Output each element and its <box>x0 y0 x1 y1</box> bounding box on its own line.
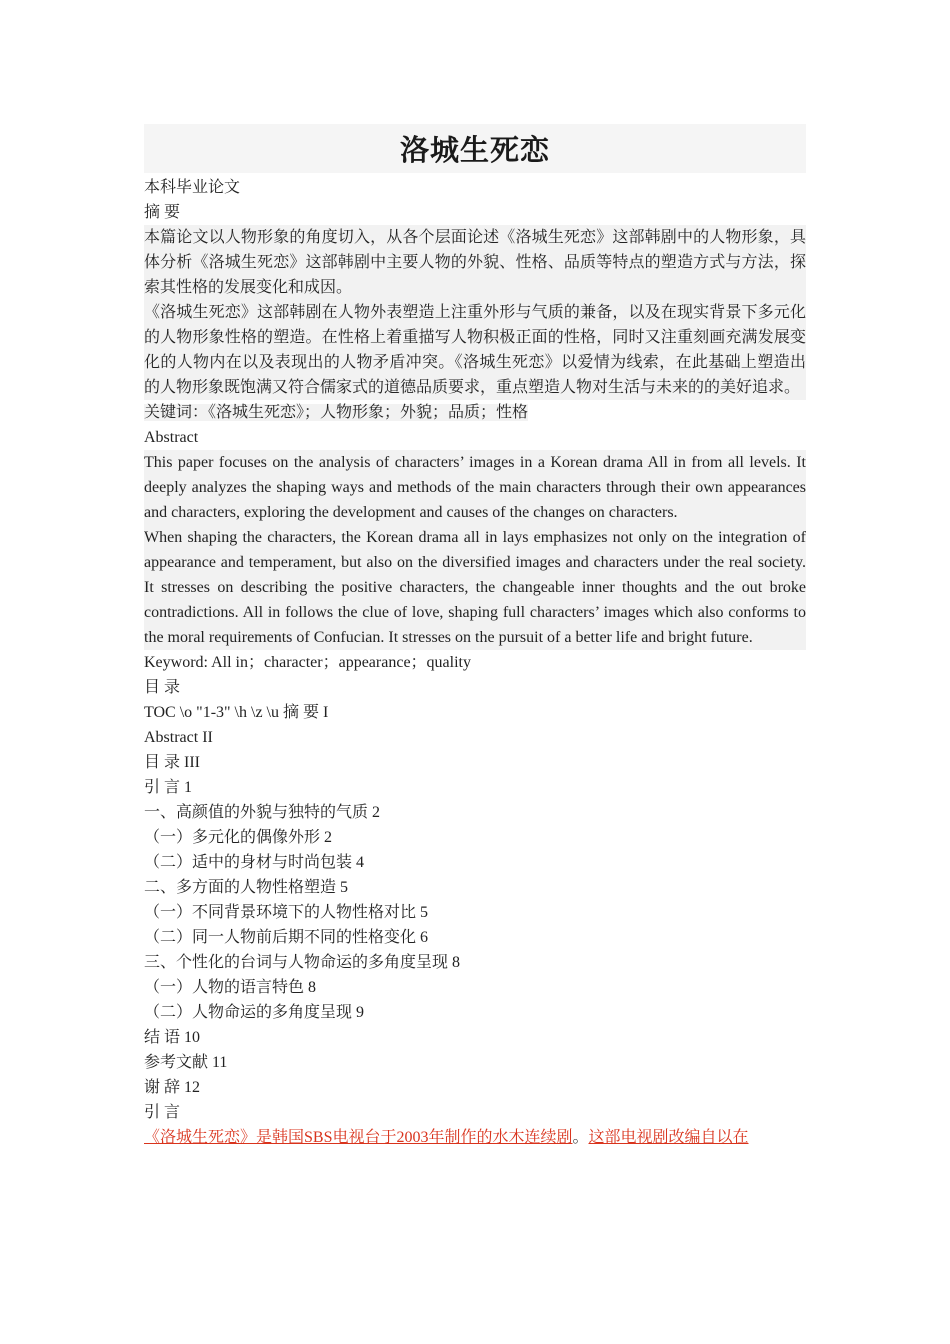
abstract-cn-paragraph-1: 本篇论文以人物形象的角度切入，从各个层面论述《洛城生死恋》这部韩剧中的人物形象，具体分析《洛城生死恋》这部韩剧中主要人物的外貌、性格、品质等特点的塑造方式与方法，探索其性格的发展变化和成因。 <box>144 225 806 300</box>
intro-link-1[interactable]: 《洛城生死恋》是韩国SBS电视台于2003年制作的水木连续剧 <box>144 1129 573 1146</box>
title-bar <box>144 124 806 173</box>
intro-heading: 引 言 <box>144 1104 181 1121</box>
keywords-en: Keyword: All in；character；appearance；quality <box>144 654 471 671</box>
toc-field-code: TOC \o "1-3" \h \z \u <box>144 704 283 721</box>
subtitle: 本科毕业论文 <box>144 179 241 196</box>
document-page <box>144 124 806 1150</box>
toc-entry[interactable]: 三、个性化的台词与人物命运的多角度呈现 8 <box>144 954 461 971</box>
toc-entry[interactable]: Abstract II <box>144 729 213 746</box>
toc-heading: 目 录 <box>144 679 181 696</box>
toc-entry[interactable]: 摘 要 I <box>282 704 329 721</box>
abstract-en-paragraph-1: This paper focuses on the analysis of characters’ images in a Korean drama All in from all levels. It deeply analyzes the shaping ways and methods of the main characters through their own appearances and characters, exploring the development and causes of the changes on characters. <box>144 450 806 525</box>
toc-entry[interactable]: 谢 辞 12 <box>144 1079 201 1096</box>
keywords-cn-text: 关键词：《洛城生死恋》；人物形象；外貌；品质；性格 <box>144 404 529 421</box>
toc-entry[interactable]: 二、多方面的人物性格塑造 5 <box>144 879 349 896</box>
toc-entry[interactable]: （一）人物的语言特色 8 <box>144 979 317 996</box>
toc-entry[interactable]: 一、高颜值的外貌与独特的气质 2 <box>144 804 381 821</box>
toc-entry-first[interactable] <box>144 700 806 725</box>
toc-entry[interactable]: 参考文献 11 <box>144 1054 228 1071</box>
intro-separator: 。 <box>572 1129 589 1146</box>
toc-entry[interactable]: （二）人物命运的多角度呈现 9 <box>144 1004 365 1021</box>
intro-first-line <box>144 1125 806 1150</box>
abstract-cn-paragraph-2: 《洛城生死恋》这部韩剧在人物外表塑造上注重外形与气质的兼备，以及在现实背景下多元化的人物形象性格的塑造。在性格上着重描写人物积极正面的性格，同时又注重刻画充满发展变化的人物内在以及表现出的人物矛盾冲突。《洛城生死恋》以爱情为线索，在此基础上塑造出的人物形象既饱满又符合儒家式的道德品质要求，重点塑造人物对生活与未来的的美好追求。 <box>144 300 806 400</box>
toc-entry[interactable]: 引 言 1 <box>144 779 193 796</box>
toc-entry[interactable]: （二）适中的身材与时尚包装 4 <box>144 854 365 871</box>
abstract-en-heading: Abstract <box>144 429 199 446</box>
abstract-en-paragraph-2: When shaping the characters, the Korean drama all in lays emphasizes not only on the integration of appearance and temperament, but also on the diversified images and characters under the real society. It stresses on describing the positive characters, the changeable inner thoughts and the out broke contradictions. All in follows the clue of love, shaping full characters’ images which also conforms to the moral requirements of Confucian. It stresses on the pursuit of a better life and bright future. <box>144 525 806 650</box>
toc-entry[interactable]: （一）不同背景环境下的人物性格对比 5 <box>144 904 429 921</box>
toc-entry[interactable]: 结 语 10 <box>144 1029 201 1046</box>
intro-link-2[interactable]: 这部电视剧改编自以在 <box>588 1129 749 1146</box>
abstract-cn-heading: 摘 要 <box>144 204 181 221</box>
keywords-cn <box>144 400 806 425</box>
toc-entry[interactable]: （一）多元化的偶像外形 2 <box>144 829 333 846</box>
toc-entry[interactable]: 目 录 III <box>144 754 200 771</box>
toc-entry[interactable]: （二）同一人物前后期不同的性格变化 6 <box>144 929 429 946</box>
page-title: 洛城生死恋 <box>399 133 550 167</box>
